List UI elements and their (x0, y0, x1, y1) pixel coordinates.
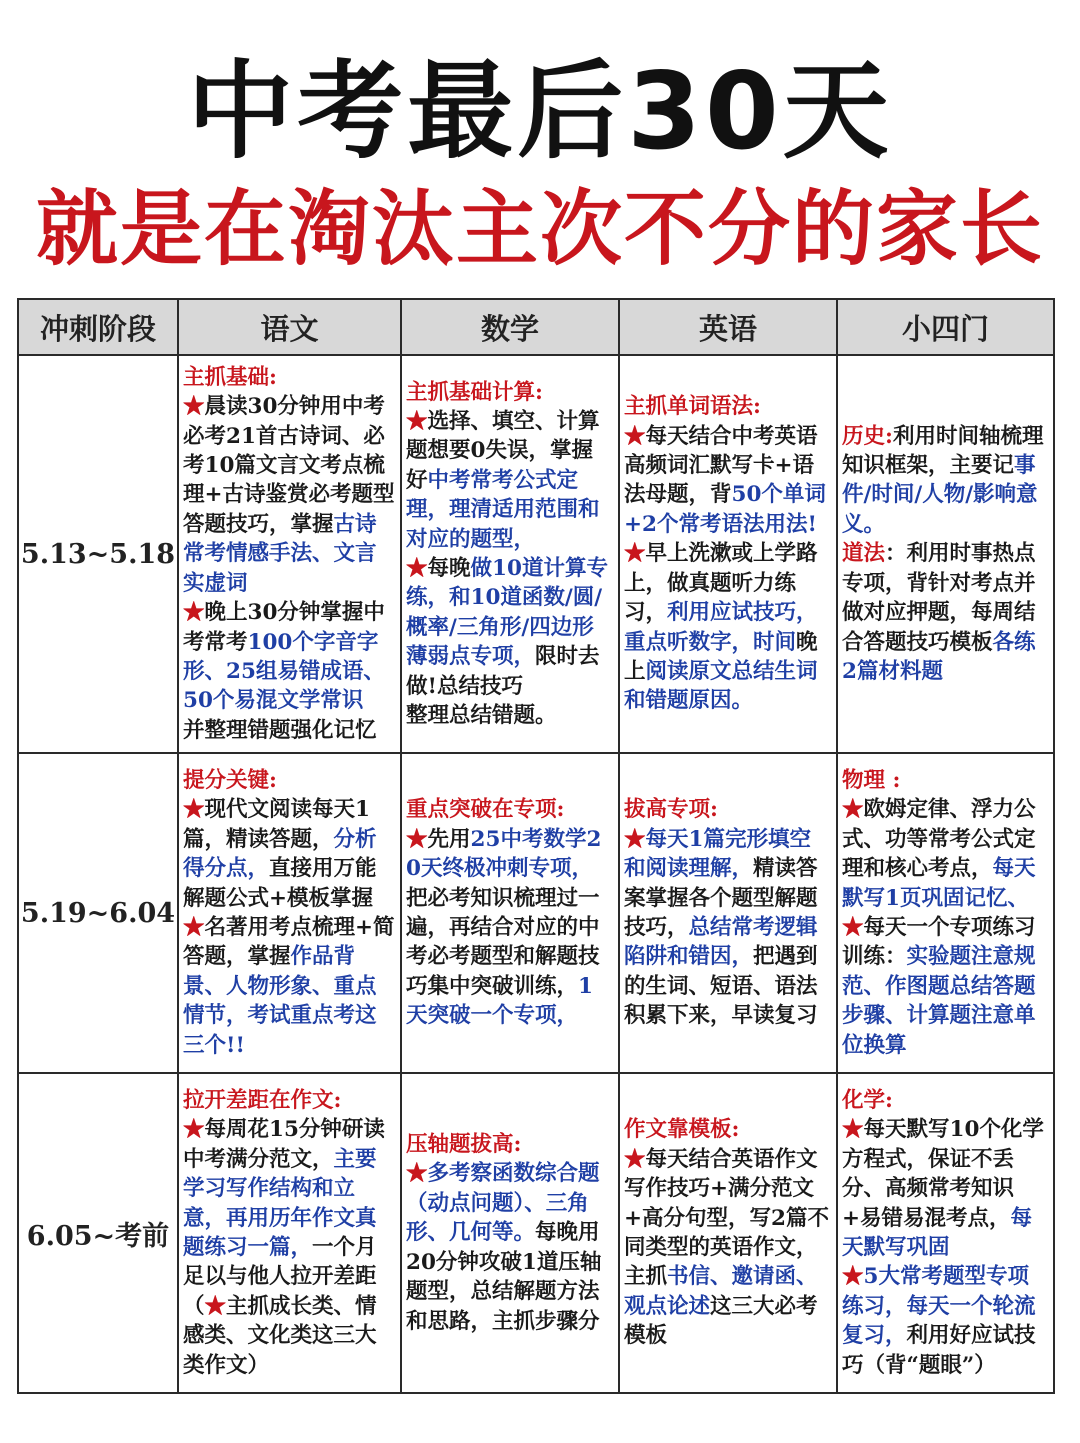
cell-text: 多考察函数综合题（动点问题）、三角形、几何等。 (406, 1161, 600, 1246)
cell-text: 把遇到的生词、短语、语法积累下来，早读复习 (624, 944, 818, 1029)
cell-text: 利用时间轴梳理知识框架，主要记 (842, 423, 1044, 479)
cell-minor-subjects (837, 753, 1054, 1073)
cell-chinese (178, 753, 401, 1073)
cell-english (619, 753, 837, 1073)
cell-text: 选择、填空、计算题想要0失误，掌握好 (406, 408, 600, 493)
cell-text: 每天默写1页巩固记忆、 (842, 856, 1036, 911)
section-heading: 主抓基础计算: (406, 379, 543, 405)
cell-chinese (178, 355, 401, 753)
cell-text: 每天1篇完形填空和阅读理解， (624, 826, 811, 882)
section-heading: 拔高专项: (624, 797, 718, 823)
cell-minor-subjects (837, 1073, 1054, 1393)
star-icon: ★ (842, 1264, 864, 1290)
cell-text: 每天结合中考英语高频词汇默写卡+语法母题，背 (624, 423, 818, 508)
star-icon: ★ (842, 797, 864, 823)
cell-text: 事件/时间/人物/影响意义。 (842, 453, 1038, 537)
section-heading: 主抓基础: (183, 364, 277, 390)
star-icon: ★ (406, 1161, 428, 1187)
star-icon: ★ (406, 556, 428, 581)
star-icon: ★ (183, 600, 205, 626)
cell-text: 名著用考点梳理+简答题，掌握 (183, 915, 395, 970)
cell-text: 欧姆定律、浮力公式、功等常考公式定理和核心考点， (842, 797, 1036, 882)
star-icon: ★ (624, 541, 646, 567)
cell-text: 古诗常考情感手法、文言实虚词 (183, 511, 377, 596)
cell-text: 现代文阅读每天1篇，精读答题， (183, 797, 370, 852)
header-english: 英语 (619, 299, 837, 355)
cell-math (401, 1073, 619, 1393)
cell-text: 做10道计算专练，和10道函数/圆/概率/三角形/四边形薄弱点专项， (406, 556, 608, 670)
study-plan-table (17, 298, 1055, 1394)
cell-text: 分析得分点， (183, 826, 377, 882)
cell-text: 早上洗漱或上学路上，做真题听力练习， (624, 541, 818, 626)
table-row (18, 753, 1054, 1073)
cell-text: 并整理错题强化记忆 (183, 717, 377, 743)
cell-text: ：利用时事热点专项，背针对考点并做对应押题，每周结合答题技巧模板 (842, 541, 1036, 655)
cell-text: 25中考数学20天终极冲刺专项， (406, 826, 602, 882)
cell-text: 总结常考逻辑陷阱和错因， (624, 915, 818, 970)
cell-text: 精读答案掌握各个题型解题技巧， (624, 856, 818, 940)
header-stage: 冲刺阶段 (18, 299, 178, 355)
cell-text: 每天一个专项练习训练： (842, 915, 1036, 970)
star-icon: ★ (204, 1293, 227, 1319)
table-row (18, 355, 1054, 753)
section-heading: 主抓单词语法: (624, 394, 761, 420)
cell-text: 把必考知识梳理过一遍，再结合对应的中考必考题型和解题技巧集中突破训练， (406, 885, 600, 999)
cell-text: 阅读原文总结生词和错题原因。 (624, 658, 818, 714)
cell-text: 每天结合英语作文写作技巧+满分范文+高分句型，写2篇不同类型的英语作文，主抓 (624, 1146, 829, 1290)
cell-text: 整理总结错题。 (406, 703, 557, 729)
cell-text: 每晚用20分钟攻破1道压轴题型，总结解题方法和思路，主抓步骤分 (406, 1220, 602, 1334)
star-icon: ★ (183, 1117, 205, 1143)
cell-text: 每天默写10个化学方程式，保证不丢分、高频常考知识+易错易混考点， (842, 1117, 1044, 1231)
cell-text: 50个单词+2个常考语法用法! (624, 482, 826, 537)
cell-text: 每晚 (427, 556, 471, 581)
star-icon: ★ (842, 915, 864, 940)
cell-text: 利用好应试技巧（背“题眼”） (842, 1323, 1036, 1378)
stage-label: 6.05~考前 (18, 1073, 178, 1393)
cell-text: 直接用万能解题公式+模板掌握 (183, 856, 377, 911)
stage-label: 5.19~6.04 (18, 753, 178, 1073)
table-header-row (18, 299, 1054, 355)
star-icon: ★ (624, 423, 646, 449)
cell-text: 主要学习写作结构和立意，再用历年作文真题练习一篇， (183, 1146, 377, 1260)
cell-text: 晚上30分钟掌握中考常考 (183, 600, 385, 655)
cell-text: 晨读30分钟用中考必考21首古诗词、必考10篇文言文考点梳理+古诗鉴赏必考题型答题技巧，掌握 (183, 394, 395, 537)
section-heading: 物理 : (842, 767, 901, 793)
table-row (18, 1073, 1054, 1393)
section-heading: 提分关键: (183, 767, 277, 793)
cell-text: 中考常考公式定理，理清适用范围和对应的题型， (406, 467, 600, 552)
star-icon: ★ (406, 826, 428, 852)
cell-minor-subjects (837, 355, 1054, 753)
cell-text: 晚上 (624, 629, 818, 684)
star-icon: ★ (183, 394, 205, 420)
stage-label: 5.13~5.18 (18, 355, 178, 753)
cell-text: 这三大必考模板 (624, 1293, 818, 1349)
cell-math (401, 355, 619, 753)
subtitle: 就是在淘汰主次不分的家长 (35, 182, 1044, 277)
cell-text: 100个字音字形、25组易错成语、50个易混文学常识 (183, 629, 385, 714)
star-icon: ★ (624, 1146, 646, 1172)
star-icon: ★ (183, 915, 205, 940)
section-heading: 拉开差距在作文: (183, 1087, 342, 1113)
cell-math (401, 753, 619, 1073)
cell-text: 各练2篇材料题 (842, 629, 1036, 684)
header-math: 数学 (401, 299, 619, 355)
cell-english (619, 355, 837, 753)
header-chinese: 语文 (178, 299, 401, 355)
cell-chinese (178, 1073, 401, 1393)
cell-text: 限时去做!总结技巧 (406, 644, 600, 699)
star-icon: ★ (842, 1117, 864, 1143)
cell-text: 每天默写巩固 (842, 1205, 1033, 1260)
cell-text: 每周花15分钟研读中考满分范文， (183, 1117, 385, 1172)
cell-english (619, 1073, 837, 1393)
cell-text: 先用 (427, 826, 471, 852)
section-heading: 重点突破在专项: (406, 797, 565, 823)
star-icon: ★ (406, 408, 428, 434)
star-icon: ★ (624, 826, 646, 852)
cell-text: 实验题注意规范、作图题总结答题步骤、计算题注意单位换算 (842, 944, 1036, 1058)
section-heading: 化学: (842, 1087, 893, 1113)
section-heading: 作文靠模板: (624, 1117, 740, 1143)
section-heading: 道法 (842, 541, 886, 567)
cell-text: 书信、邀请函、观点论述 (624, 1264, 818, 1319)
cell-text: 利用应试技巧，重点听数字，时间 (624, 600, 818, 655)
cell-text: 作品背景、人物形象、重点情节，考试重点考这三个!! (183, 944, 377, 1058)
section-heading: 压轴题拔高: (406, 1132, 522, 1158)
header-minor-subjects: 小四门 (837, 299, 1054, 355)
cell-text: 一个月足以与他人拉开差距（ (183, 1235, 377, 1319)
cell-text: 5大常考题型专项练习，每天一个轮流复习， (842, 1264, 1036, 1349)
cell-text: 1天突破一个专项， (406, 973, 593, 1029)
cell-text: 主抓成长类、情感类、文化类这三大类作文） (183, 1293, 377, 1378)
star-icon: ★ (183, 797, 205, 823)
section-heading: 历史: (842, 423, 893, 449)
main-title: 中考最后30天 (187, 50, 893, 173)
